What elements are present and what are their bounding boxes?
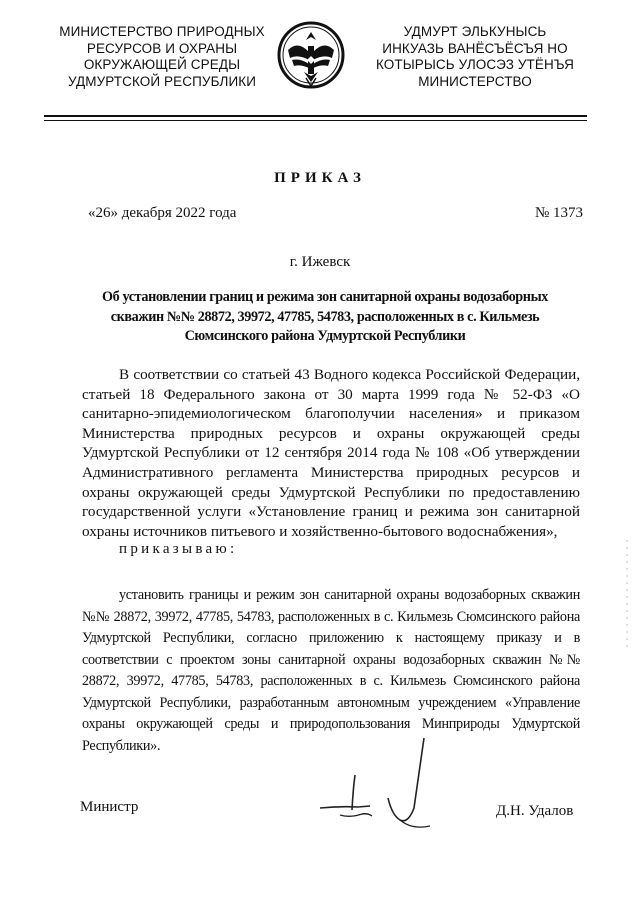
header-divider-thick: [44, 115, 587, 117]
document-title: ПРИКАЗ: [274, 170, 366, 186]
minister-label: Министр: [80, 799, 139, 815]
signer-name: Д.Н. Удалов: [496, 803, 574, 819]
handwritten-signature: [300, 720, 450, 840]
ministry-name-udmurt: УДМУРТ ЭЛЬКУНЫСЬ ИНКУАЗЬ ВАНЁСЪЁСЪЯ НО КОТЫРЫСЬ УЛОСЭЗ УТЁНЪЯ МИНИСТЕРСТВО: [375, 24, 575, 89]
scan-margin-artifact: [625, 540, 629, 650]
order-word: приказываю:: [119, 541, 238, 557]
document-number: № 1373: [535, 205, 584, 221]
document-date: «26» декабря 2022 года: [88, 205, 237, 221]
order-body-paragraph: установить границы и режим зон санитарной охраны водозаборных скважин №№ 28872, 39972, 47785, 54783, расположенных в с. Кильмезь Сюмсинского района Удмуртской Республики, согласно приложению к настоящему приказу и в соответствии с проектом зоны санитарной охраны водозаборных скважин №№ 28872, 39972, 47785, 54783, расположенных в с. Кильмезь Сюмсинского района Удмуртской Республики, разработанным автономным учреждением «Управление охраны окружающей среды и природопользования Минприроды Удмуртской Республики».: [82, 587, 580, 754]
document-subject: Об установлении границ и режима зон санитарной охраны водозаборных скважин №№ 28872, 39972, 47785, 54783, расположенных в с. Кильмезь Сюмсинского района Удмуртской Республики: [102, 289, 548, 344]
udmurt-coat-of-arms-icon: [276, 20, 346, 90]
preamble-paragraph: В соответствии со статьей 43 Водного кодекса Российской Федерации, статьей 18 Федерального закона от 30 марта 1999 года № 52-ФЗ «О санитарно-эпидемиологическом благополучии населения» и приказом Министерства природных ресурсов и охраны окружающей среды Удмуртской Республики от 12 сентября 2014 года № 108 «Об утверждении Административного регламента Министерства природных ресурсов и охраны окружающей среды Удмуртской Республики по предоставлению государственной услуги «Установление границ и режима зон санитарной охраны источников питьевого и хозяйственно-бытового водоснабжения»,: [82, 366, 580, 540]
document-city: г. Ижевск: [289, 254, 351, 270]
ministry-name-russian: МИНИСТЕРСТВО ПРИРОДНЫХ РЕСУРСОВ И ОХРАНЫ ОКРУЖАЮЩЕЙ СРЕДЫ УДМУРТСКОЙ РЕСПУБЛИКИ: [59, 24, 265, 89]
header-divider-thin: [44, 120, 587, 121]
